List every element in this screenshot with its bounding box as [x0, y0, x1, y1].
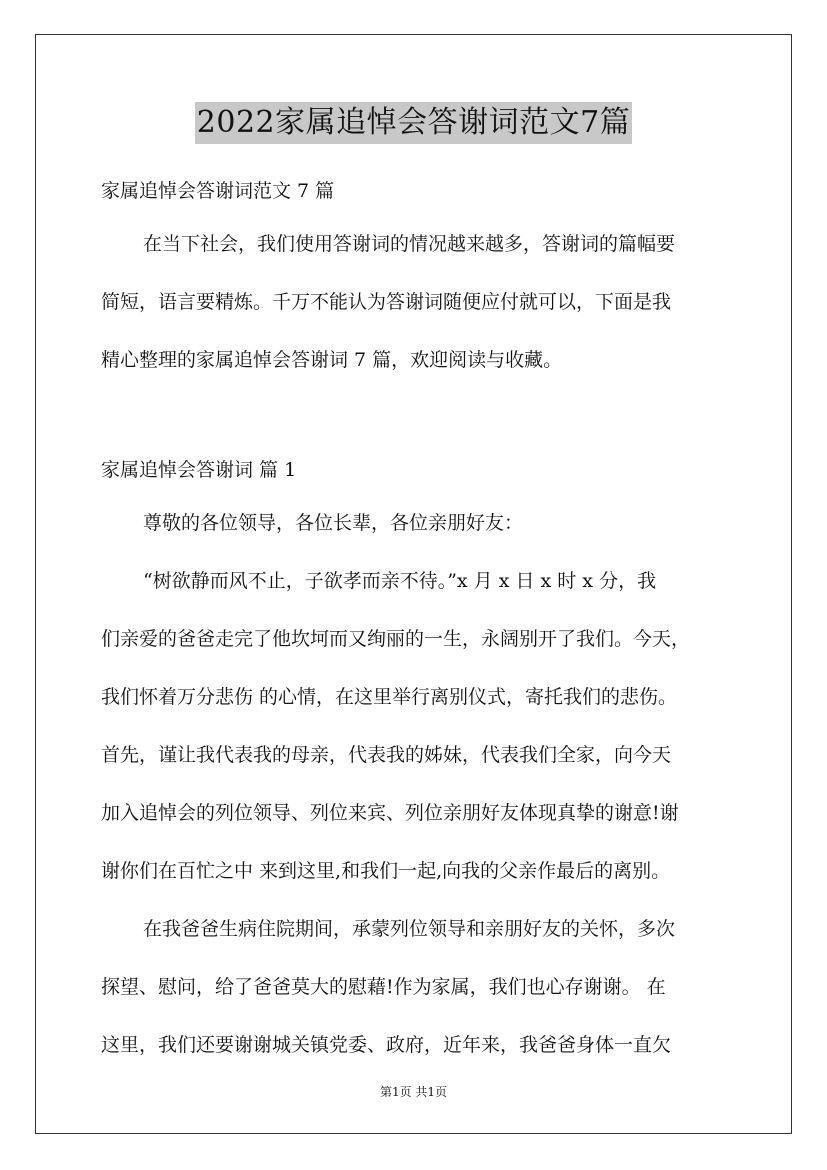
intro-line-2: 简短，语言要精炼。千万不能认为答谢词随便应付就可以，下面是我 — [101, 291, 672, 313]
document-subtitle: 家属追悼会答谢词范文 7 篇 — [101, 180, 335, 202]
para2-line-1: 在我爸爸生病住院期间，承蒙列位领导和亲朋好友的关怀，多次 — [143, 918, 676, 940]
greeting: 尊敬的各位领导，各位长辈，各位亲朋好友： — [143, 512, 524, 534]
intro-line-3: 精心整理的家属追悼会答谢词 7 篇，欢迎阅读与收藏。 — [101, 349, 563, 371]
section-heading: 家属追悼会答谢词 篇 1 — [101, 459, 297, 481]
document-body — [101, 178, 741, 1058]
para1-line-6: 谢你们在百忙之中 来到这里,和我们一起,向我的父亲作最后的离别。 — [101, 860, 671, 882]
para2-line-3: 这里，我们还要谢谢城关镇党委、政府，近年来，我爸爸身体一直欠 — [101, 1034, 672, 1056]
para1-line-2: 们亲爱的爸爸走完了他坎坷而又绚丽的一生，永阔别开了我们。今天， — [101, 628, 691, 650]
document-title: 2022家属追悼会答谢词范文7篇 — [195, 102, 632, 144]
para1-line-1: “树欲静而风不止，子欲孝而亲不待。”x 月 x 日 x 时 x 分，我 — [143, 570, 657, 592]
title-container — [0, 102, 827, 144]
page-footer: 第1页 共1页 — [379, 1085, 448, 1099]
para1-line-5: 加入追悼会的列位领导、列位来宾、列位亲朋好友体现真挚的谢意!谢 — [101, 802, 679, 824]
para1-line-3: 我们怀着万分悲伤 的心情，在这里举行离别仪式，寄托我们的悲伤。 — [101, 686, 678, 708]
para2-line-2: 探望、慰问，给了爸爸莫大的慰藉!作为家属，我们也心存谢谢。 在 — [101, 976, 666, 998]
intro-line-1: 在当下社会，我们使用答谢词的情况越来越多，答谢词的篇幅要 — [143, 233, 676, 255]
para1-line-4: 首先，谨让我代表我的母亲，代表我的姊妹，代表我们全家，向今天 — [101, 744, 672, 766]
